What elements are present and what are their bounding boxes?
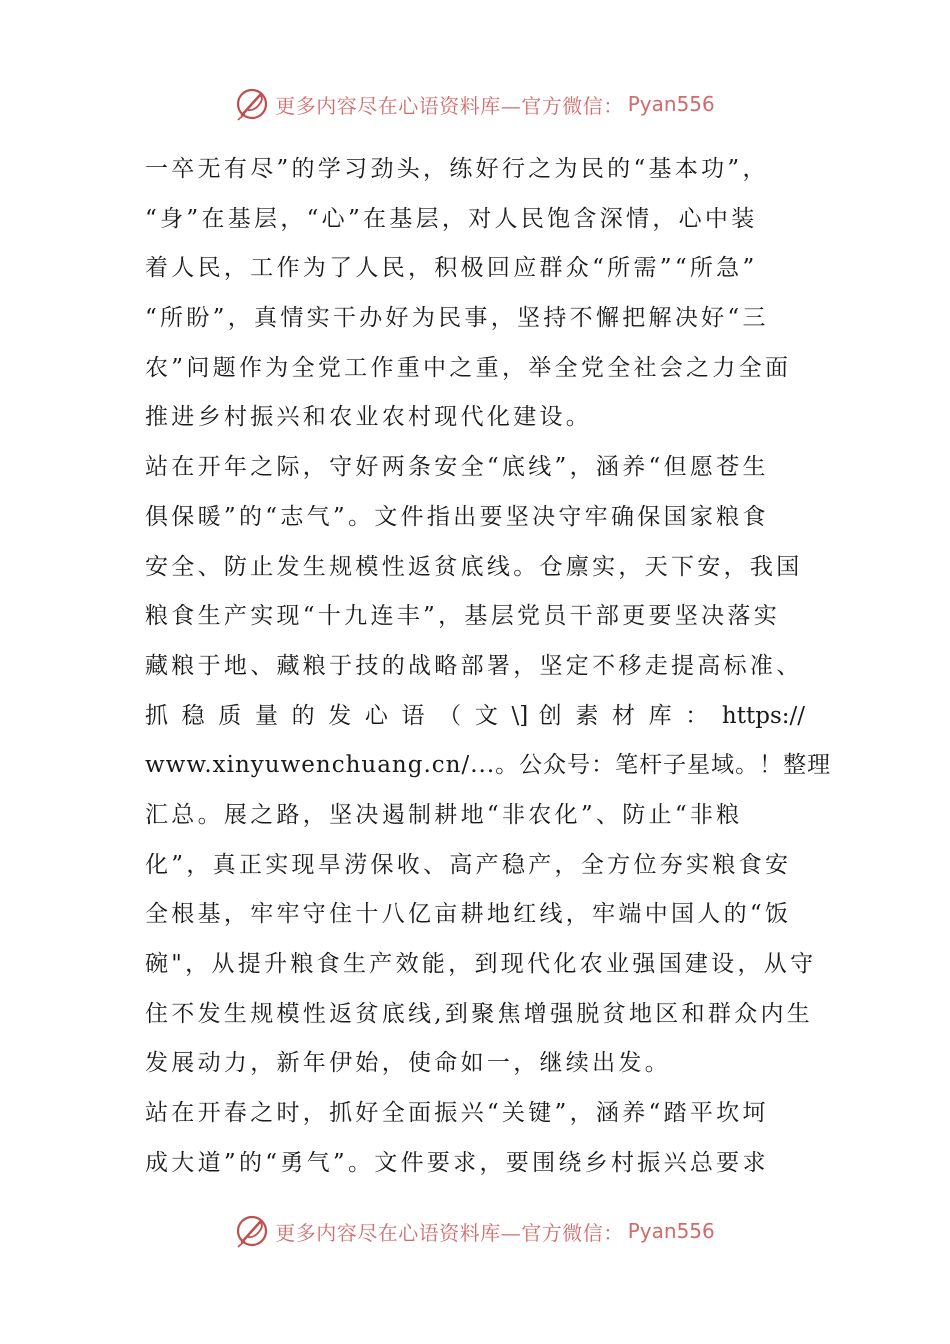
text-line: “所盼”，真情实干办好为民事，坚持不懈把解决好“三 <box>145 305 769 332</box>
text-line: 化”，真正实现旱涝保收、高产稳产，全方位夯实粮食安 <box>145 851 792 878</box>
quill-circle-icon <box>235 1214 269 1248</box>
text-line: 站在开年之际，守好两条安全“底线”，涵养“但愿苍生 <box>145 454 769 481</box>
header-watermark <box>0 84 950 124</box>
text-line: 站在开春之时，抓好全面振兴“关键”，涵养“踏平坎坷 <box>145 1100 769 1127</box>
quill-circle-icon <box>235 87 269 121</box>
footer-watermark <box>0 1211 950 1251</box>
text-line: 住不发生规模性返贫底线,到聚焦增强脱贫地区和群众内生 <box>145 1000 814 1027</box>
watermark-handle: Pyan556 <box>627 1219 715 1243</box>
text-line: 一卒无有尽”的学习劲头，练好行之为民的“基本功”， <box>145 156 769 182</box>
text-line: 汇总。展之路，坚决遏制耕地“非农化”、防止“非粮 <box>145 801 743 828</box>
text-line: 俱保暖”的“志气”。文件指出要坚决守牢确保国家粮食 <box>145 503 769 530</box>
text-line: 碗"，从提升粮食生产效能，到现代化农业强国建设，从守 <box>145 951 817 977</box>
text-line: 着人民，工作为了人民，积极回应群众“所需”“所急” <box>145 255 758 282</box>
text-line: “身”在基层，“心”在基层，对人民饱含深情，心中装 <box>145 205 758 232</box>
watermark-text: 更多内容尽在心语资料库—官方微信： <box>275 93 624 118</box>
watermark-text: 更多内容尽在心语资料库—官方微信： <box>275 1220 624 1245</box>
text-line: 藏粮于地、藏粮于技的战略部署，坚定不移走提高标准、 <box>145 652 803 679</box>
text-line: 推进乡村振兴和农业农村现代化建设。 <box>145 404 593 431</box>
text-line: 抓 稳 质 量 的 发 心 语 （ 文 \] 创 素 材 库 ： https:// <box>145 702 805 729</box>
document-body <box>145 145 832 1188</box>
text-line: 农”问题作为全党工作重中之重，举全党全社会之力全面 <box>145 354 792 381</box>
text-line: www.xinyuwenchuang.cn/...。公众号：笔杆子星域。！整理 <box>145 752 832 779</box>
text-line: 安全、防止发生规模性返贫底线。仓廪实，天下安，我国 <box>145 553 803 580</box>
paragraph <box>145 1089 805 1188</box>
text-line: 发展动力，新年伊始，使命如一，继续出发。 <box>145 1050 671 1077</box>
watermark-handle: Pyan556 <box>627 92 715 116</box>
paragraph <box>145 443 832 1089</box>
text-line: 成大道”的“勇气”。文件要求，要围绕乡村振兴总要求 <box>145 1149 769 1176</box>
text-line: 全根基，牢牢守住十八亿亩耕地红线，牢端中国人的“饭 <box>145 901 792 928</box>
paragraph <box>145 145 805 443</box>
text-line: 粮食生产实现“十九连丰”，基层党员干部更要坚决落实 <box>145 603 781 630</box>
